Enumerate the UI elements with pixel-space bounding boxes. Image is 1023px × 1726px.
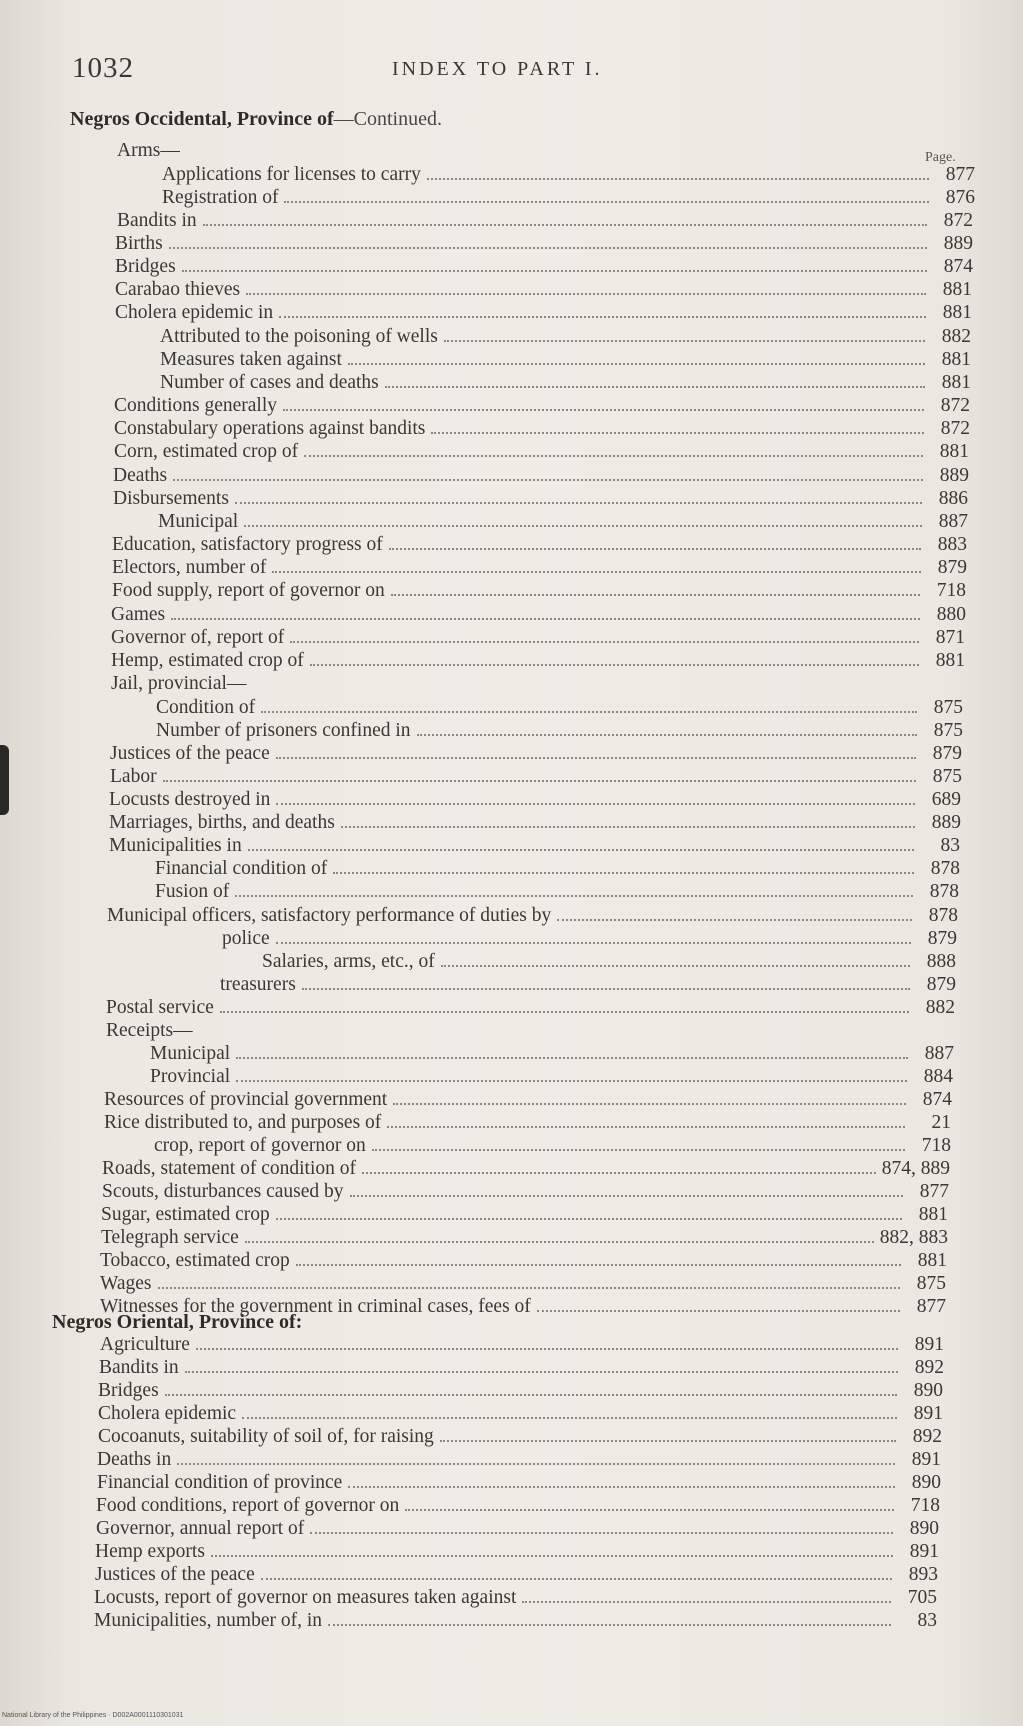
dot-leader xyxy=(186,144,929,156)
index-entry xyxy=(94,1610,937,1633)
index-entry-text: treasurers xyxy=(220,974,296,995)
index-entry-text: Locusts, report of governor on measures taken against xyxy=(94,1587,517,1608)
dot-leader xyxy=(557,907,912,921)
index-entry-page: 882 xyxy=(941,326,971,347)
dot-leader xyxy=(173,467,923,481)
index-entry-page: 878 xyxy=(930,858,960,879)
index-entry xyxy=(109,789,961,812)
index-entry-text: Food conditions, report of governor on xyxy=(96,1495,400,1516)
index-entry xyxy=(95,1541,939,1564)
index-entry xyxy=(101,1227,948,1250)
index-entry-page: 882 xyxy=(925,997,955,1018)
index-entry-page: 881 xyxy=(935,650,965,671)
index-entry-text: Condition of xyxy=(156,697,256,718)
dot-leader xyxy=(385,374,925,388)
index-entry xyxy=(100,1250,947,1273)
index-entry-page: 880 xyxy=(936,604,966,625)
index-entry xyxy=(96,1518,939,1541)
index-entry-text: Jail, provincial— xyxy=(111,673,247,694)
index-entry xyxy=(156,697,963,720)
index-entry xyxy=(95,1564,938,1587)
index-entry xyxy=(115,233,973,256)
dot-leader xyxy=(211,1543,893,1557)
dot-leader xyxy=(177,1451,895,1465)
index-entry-text: Rice distributed to, and purposes of xyxy=(104,1112,382,1133)
index-entry xyxy=(97,1449,941,1472)
index-entry-page: 83 xyxy=(917,1610,937,1631)
dot-leader xyxy=(302,976,910,990)
index-entry xyxy=(99,1357,944,1380)
dot-leader xyxy=(272,559,921,573)
index-entry-text: Hemp, estimated crop of xyxy=(111,650,304,671)
index-entry-page: 881 xyxy=(918,1204,948,1225)
index-entry xyxy=(100,1273,946,1296)
index-entry xyxy=(115,302,972,325)
index-entry-text: Municipal xyxy=(158,511,239,532)
dot-leader xyxy=(283,397,924,411)
dot-leader xyxy=(328,1612,891,1626)
index-entry-page: 888 xyxy=(926,951,956,972)
page-number: 1032 xyxy=(72,52,134,84)
dot-leader xyxy=(431,420,924,434)
index-entry xyxy=(110,766,962,789)
index-entry-text: Bridges xyxy=(98,1380,159,1401)
dot-leader xyxy=(537,1298,900,1312)
index-entry-text: Food supply, report of governor on xyxy=(112,580,385,601)
dot-leader xyxy=(261,1566,892,1580)
index-entry-text: Constabulary operations against bandits xyxy=(114,418,426,439)
index-entry xyxy=(98,1380,943,1403)
index-entry-text: Fusion of xyxy=(155,881,230,902)
dot-leader xyxy=(310,652,919,666)
index-entry-page: 874 xyxy=(943,256,973,277)
index-entry-page: 881 xyxy=(942,302,972,323)
index-entry xyxy=(111,673,965,696)
index-entry-page: 21 xyxy=(931,1112,951,1133)
index-entry-page: 874, 889 xyxy=(881,1158,950,1179)
index-entry xyxy=(220,974,956,997)
index-entry-page: 887 xyxy=(938,511,968,532)
index-entry-text: Education, satisfactory progress of xyxy=(112,534,383,555)
dot-leader xyxy=(276,1206,902,1220)
index-entry-text: Justices of the peace xyxy=(110,743,270,764)
index-entry-page: 878 xyxy=(928,905,958,926)
index-entry-text: Financial condition of province xyxy=(97,1472,343,1493)
index-entry-text: Arms— xyxy=(117,140,180,161)
dot-leader xyxy=(242,1405,897,1419)
index-entry-page: 881 xyxy=(941,349,971,370)
index-entry xyxy=(104,1089,952,1112)
index-entry-text: Bandits in xyxy=(117,210,197,231)
dot-leader xyxy=(348,1474,895,1488)
index-entry-text: Number of prisoners confined in xyxy=(156,720,411,741)
dot-leader xyxy=(235,490,922,504)
dot-leader xyxy=(252,677,919,689)
index-entry-text: Salaries, arms, etc., of xyxy=(262,951,435,972)
index-entry-text: Disbursements xyxy=(113,488,229,509)
index-entry-page: 882, 883 xyxy=(879,1227,948,1248)
index-entry-page: 689 xyxy=(931,789,961,810)
dot-leader xyxy=(427,166,929,180)
index-entry xyxy=(113,465,969,488)
index-entry-text: Deaths in xyxy=(97,1449,172,1470)
dot-leader xyxy=(165,1382,897,1396)
index-entry xyxy=(156,720,963,743)
section-heading-oriental: Negros Oriental, Province of: xyxy=(52,1311,303,1333)
index-entry-page: 874 xyxy=(922,1089,952,1110)
index-entry xyxy=(102,1181,949,1204)
index-entry xyxy=(150,1043,954,1066)
index-entry xyxy=(117,140,975,163)
index-entry-page: 892 xyxy=(914,1357,944,1378)
index-entry-page: 893 xyxy=(908,1564,938,1585)
dot-leader xyxy=(203,212,927,226)
dot-leader xyxy=(290,629,919,643)
index-entry xyxy=(112,580,966,603)
index-entry xyxy=(112,557,967,580)
index-entry xyxy=(106,997,955,1020)
index-entry xyxy=(96,1495,940,1518)
index-entry xyxy=(111,627,965,650)
dot-leader xyxy=(236,1068,907,1082)
index-entry-text: Cholera epidemic xyxy=(98,1403,237,1424)
running-title: INDEX TO PART I. xyxy=(392,58,603,80)
index-entry xyxy=(101,1204,948,1227)
index-entry xyxy=(160,326,971,349)
index-entry-page: 891 xyxy=(914,1334,944,1355)
index-entry xyxy=(111,604,966,627)
index-entry-text: Births xyxy=(115,233,163,254)
index-entry xyxy=(262,951,956,974)
index-entry-text: Bridges xyxy=(115,256,176,277)
index-entry-text: Measures taken against xyxy=(160,349,342,370)
index-entry-text: Labor xyxy=(110,766,157,787)
index-entry-text: Locusts destroyed in xyxy=(109,789,271,810)
index-entry-page: 890 xyxy=(909,1518,939,1539)
index-entry xyxy=(104,1112,951,1135)
dot-leader xyxy=(341,814,915,828)
index-entry-page: 886 xyxy=(938,488,968,509)
index-entry-text: Municipalities, number of, in xyxy=(94,1610,323,1631)
index-entry-page: 890 xyxy=(913,1380,943,1401)
index-entry xyxy=(100,1296,946,1319)
index-entry-page: 879 xyxy=(926,974,956,995)
index-entry-text: Governor of, report of xyxy=(111,627,285,648)
index-entry-text: Tobacco, estimated crop xyxy=(100,1250,290,1271)
dot-leader xyxy=(362,1160,876,1174)
dot-leader xyxy=(261,699,917,713)
index-entry-text: Receipts— xyxy=(106,1020,193,1041)
index-entry-page: 875 xyxy=(916,1273,946,1294)
dot-leader xyxy=(417,722,917,736)
index-entry xyxy=(110,743,962,766)
dot-leader xyxy=(333,860,914,874)
index-entry-text: Cocoanuts, suitability of soil of, for raising xyxy=(98,1426,434,1447)
index-entry xyxy=(115,256,973,279)
dot-leader xyxy=(440,1428,896,1442)
index-entry-page: 883 xyxy=(937,534,967,555)
index-entry xyxy=(97,1472,941,1495)
index-entry-text: Hemp exports xyxy=(95,1541,205,1562)
section-heading-occidental xyxy=(70,108,442,131)
dot-leader xyxy=(220,999,909,1013)
dot-leader xyxy=(185,1359,898,1373)
dot-leader xyxy=(248,837,914,851)
dot-leader xyxy=(235,883,913,897)
index-entry-page: 705 xyxy=(907,1587,937,1608)
index-entry-text: Financial condition of xyxy=(155,858,328,879)
dot-leader xyxy=(296,1252,901,1266)
index-entry xyxy=(94,1587,937,1610)
index-entry-text: Bandits in xyxy=(99,1357,179,1378)
index-entry xyxy=(114,395,970,418)
index-entry-text: Registration of xyxy=(162,187,279,208)
index-entry xyxy=(162,187,975,210)
index-entry xyxy=(114,418,970,441)
index-entry-text: Municipal xyxy=(150,1043,231,1064)
dot-leader xyxy=(276,791,915,805)
index-entry xyxy=(113,488,968,511)
index-entry-text: Governor, annual report of xyxy=(96,1518,305,1539)
dot-leader xyxy=(199,1024,909,1036)
section-heading-occidental-title: Negros Occidental, Province of xyxy=(70,108,334,130)
index-entry-page: 889 xyxy=(943,233,973,254)
index-entry-text: Scouts, disturbances caused by xyxy=(102,1181,344,1202)
dot-leader xyxy=(169,235,927,249)
index-entry-text: Corn, estimated crop of xyxy=(114,441,299,462)
index-entry-page: 887 xyxy=(924,1043,954,1064)
index-entry-page: 890 xyxy=(911,1472,941,1493)
dot-leader xyxy=(372,1137,905,1151)
index-entry xyxy=(117,210,973,233)
dot-leader xyxy=(196,1336,898,1350)
index-entry-page: 892 xyxy=(912,1426,942,1447)
index-entry xyxy=(112,534,967,557)
index-entry xyxy=(109,835,960,858)
index-entry-page: 879 xyxy=(927,928,957,949)
index-entry-text: crop, report of governor on xyxy=(154,1135,366,1156)
page-column-label: Page. xyxy=(925,150,956,165)
index-entry-page: 718 xyxy=(936,580,966,601)
dot-leader xyxy=(246,281,926,295)
index-entry-page: 83 xyxy=(940,835,960,856)
dot-leader xyxy=(245,1229,874,1243)
section-heading-continued: —Continued. xyxy=(333,108,442,130)
index-entry xyxy=(114,441,969,464)
index-entry-page: 891 xyxy=(913,1403,943,1424)
index-entry-page: 877 xyxy=(919,1181,949,1202)
index-entry-page: 875 xyxy=(932,766,962,787)
index-entry-text: Conditions generally xyxy=(114,395,278,416)
index-entry-page: 884 xyxy=(923,1066,953,1087)
index-entry-text: Municipalities in xyxy=(109,835,242,856)
index-entry-text: Justices of the peace xyxy=(95,1564,255,1585)
dot-leader xyxy=(310,1520,893,1534)
index-entry-text: Marriages, births, and deaths xyxy=(109,812,335,833)
index-entry-page: 718 xyxy=(910,1495,940,1516)
index-entry xyxy=(111,650,965,673)
index-entry-text: Number of cases and deaths xyxy=(160,372,379,393)
dot-leader xyxy=(276,745,916,759)
index-entry-text: Provincial xyxy=(150,1066,231,1087)
index-entry xyxy=(222,928,957,951)
binding-shadow xyxy=(0,745,9,815)
index-entry-text: Agriculture xyxy=(100,1334,190,1355)
index-entry-text: Resources of provincial government xyxy=(104,1089,388,1110)
footer-note: National Library of the Philippines · D002A0001110301031 xyxy=(2,1712,184,1719)
dot-leader xyxy=(236,1045,908,1059)
index-entry-page: 872 xyxy=(943,210,973,231)
index-entry-text: Wages xyxy=(100,1273,152,1294)
dot-leader xyxy=(387,1114,905,1128)
dot-leader xyxy=(163,768,916,782)
index-entry-page: 877 xyxy=(916,1296,946,1317)
index-entry-page: 881 xyxy=(941,372,971,393)
index-entry-text: Cholera epidemic in xyxy=(115,302,274,323)
index-entry xyxy=(160,372,971,395)
dot-leader xyxy=(350,1183,903,1197)
index-entry-page: 876 xyxy=(945,187,975,208)
index-entry-page: 881 xyxy=(939,441,969,462)
index-entry xyxy=(98,1426,942,1449)
index-entry-page: 889 xyxy=(939,465,969,486)
index-entry xyxy=(162,164,975,187)
index-entry xyxy=(155,858,960,881)
index-entry-text: Deaths xyxy=(113,465,168,486)
index-entry-text: Attributed to the poisoning of wells xyxy=(160,326,438,347)
dot-leader xyxy=(393,1091,906,1105)
index-entry-page: 872 xyxy=(940,418,970,439)
index-entry xyxy=(160,349,971,372)
index-entry-page: 879 xyxy=(937,557,967,578)
dot-leader xyxy=(279,304,926,318)
index-entry xyxy=(158,511,968,534)
dot-leader xyxy=(171,606,920,620)
dot-leader xyxy=(276,930,911,944)
index-entry-text: Municipal officers, satisfactory performance of duties by xyxy=(107,905,552,926)
index-entry-text: Carabao thieves xyxy=(115,279,241,300)
index-entry-text: Roads, statement of condition of xyxy=(102,1158,356,1179)
index-entry-page: 891 xyxy=(909,1541,939,1562)
index-entry-text: Witnesses for the government in criminal cases, fees of xyxy=(100,1296,531,1317)
dot-leader xyxy=(444,328,925,342)
dot-leader xyxy=(405,1497,894,1511)
index-entry-text: Electors, number of xyxy=(112,557,267,578)
index-entry-page: 878 xyxy=(929,881,959,902)
index-entry xyxy=(115,279,972,302)
page-header xyxy=(72,52,972,92)
dot-leader xyxy=(348,351,925,365)
index-entry-text: police xyxy=(222,928,270,949)
index-entry xyxy=(109,812,961,835)
dot-leader xyxy=(441,953,910,967)
index-entry xyxy=(106,1020,955,1043)
index-entry-text: Games xyxy=(111,604,166,625)
index-entry-text: Postal service xyxy=(106,997,214,1018)
index-entry-page: 881 xyxy=(942,279,972,300)
index-entry-page: 877 xyxy=(945,164,975,185)
dot-leader xyxy=(158,1275,901,1289)
index-entry-page: 889 xyxy=(931,812,961,833)
index-entry xyxy=(154,1135,951,1158)
dot-leader xyxy=(391,582,920,596)
index-entry-page: 718 xyxy=(921,1135,951,1156)
dot-leader xyxy=(284,189,929,203)
index-entry xyxy=(150,1066,953,1089)
dot-leader xyxy=(244,513,922,527)
index-entry xyxy=(100,1334,944,1357)
index-entry-page: 875 xyxy=(933,697,963,718)
index-entry-page: 879 xyxy=(932,743,962,764)
index-entry-page: 871 xyxy=(935,627,965,648)
index-entry-page: 881 xyxy=(917,1250,947,1271)
dot-leader xyxy=(304,443,923,457)
dot-leader xyxy=(389,536,921,550)
index-entry-page: 875 xyxy=(933,720,963,741)
index-entry xyxy=(155,881,959,904)
index-entry-page: 872 xyxy=(940,395,970,416)
index-entry-text: Sugar, estimated crop xyxy=(101,1204,270,1225)
index-entry-text: Telegraph service xyxy=(101,1227,239,1248)
dot-leader xyxy=(182,258,927,272)
index-entry-page: 891 xyxy=(911,1449,941,1470)
dot-leader xyxy=(522,1589,891,1603)
index-entry xyxy=(107,905,958,928)
index-entry xyxy=(102,1158,950,1181)
index-entry xyxy=(98,1403,943,1426)
index-entry-text: Applications for licenses to carry xyxy=(162,164,421,185)
